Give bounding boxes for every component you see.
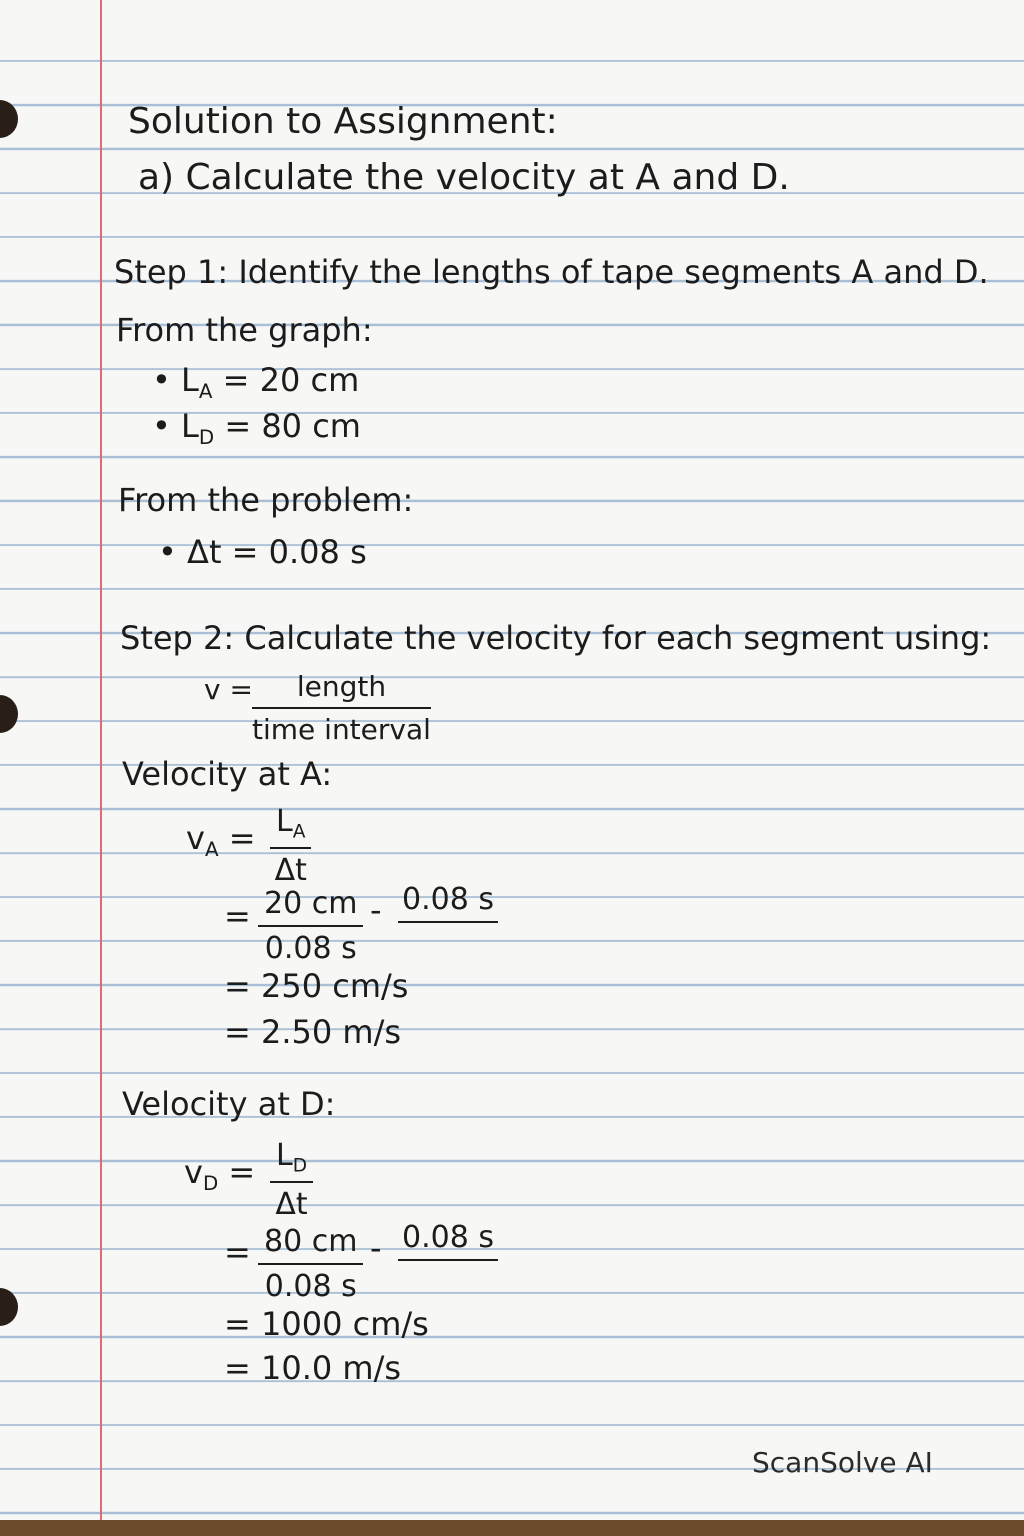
graph-label: From the graph: xyxy=(116,311,373,349)
length-a-value: = 20 cm xyxy=(222,361,360,399)
velocity-a-label: Velocity at A: xyxy=(122,755,333,793)
velocity-a-equals: = xyxy=(228,819,256,857)
velocity-a-symbol: v xyxy=(186,819,205,857)
problem-label: From the problem: xyxy=(118,481,414,519)
velocity-a-result-cms: = 250 cm/s xyxy=(224,967,409,1005)
punch-hole xyxy=(0,1288,18,1326)
velocity-d-step1-equals: = xyxy=(224,1233,251,1271)
velocity-d-step1-denominator: 0.08 s xyxy=(264,1269,357,1304)
velocity-d-result-ms: = 10.0 m/s xyxy=(224,1349,402,1387)
velocity-d-label: Velocity at D: xyxy=(122,1085,336,1123)
velocity-d-symbol: v xyxy=(184,1153,203,1191)
velocity-d-step1-extra: 0.08 s xyxy=(398,1220,498,1261)
velocity-a-step1-equals: = xyxy=(224,897,251,935)
time-interval-item xyxy=(158,533,367,571)
bullet-dot: • xyxy=(158,533,188,571)
velocity-d-num-symbol: L xyxy=(276,1138,293,1173)
velocity-a-step1-denominator: 0.08 s xyxy=(264,931,357,966)
formula-fraction xyxy=(252,670,431,746)
formula-denominator: time interval xyxy=(252,713,431,746)
velocity-d-step1-numerator: 80 cm xyxy=(258,1224,363,1265)
velocity-a-fraction xyxy=(270,804,311,888)
watermark: ScanSolve AI xyxy=(752,1446,933,1479)
question-text: a) Calculate the velocity at A and D. xyxy=(138,157,790,198)
velocity-a-step1-numerator: 20 cm xyxy=(258,886,363,927)
length-a-subscript: A xyxy=(198,379,213,403)
page-title: Solution to Assignment: xyxy=(128,101,558,142)
length-a-item xyxy=(152,361,360,403)
length-d-item xyxy=(152,407,361,449)
bullet-dot: • xyxy=(152,407,182,445)
velocity-a-step1-extra: 0.08 s xyxy=(398,882,498,923)
velocity-a-subscript: A xyxy=(204,837,219,861)
velocity-a-numerator xyxy=(270,804,311,849)
margin-line xyxy=(100,0,102,1520)
punch-hole xyxy=(0,100,18,138)
length-d-subscript: D xyxy=(198,425,215,449)
velocity-a-num-subscript: A xyxy=(292,821,306,843)
length-a-symbol: L xyxy=(181,361,199,399)
velocity-d-numerator xyxy=(270,1138,313,1183)
velocity-a-result-ms: = 2.50 m/s xyxy=(224,1013,402,1051)
velocity-d-equals: = xyxy=(228,1153,256,1191)
velocity-a-step1-fraction xyxy=(258,886,363,966)
step1-heading: Step 1: Identify the lengths of tape segments A and D. xyxy=(114,253,989,291)
velocity-a-num-symbol: L xyxy=(276,804,293,839)
velocity-d-result-cms: = 1000 cm/s xyxy=(224,1305,429,1343)
velocity-d-subscript: D xyxy=(202,1171,219,1195)
velocity-d-denominator: Δt xyxy=(275,1186,308,1222)
velocity-d-lhs xyxy=(184,1153,256,1195)
time-interval-value: Δt = 0.08 s xyxy=(187,533,367,571)
velocity-d-step1-fraction xyxy=(258,1224,363,1304)
velocity-a-lhs xyxy=(186,819,256,861)
length-d-symbol: L xyxy=(181,407,199,445)
velocity-a-denominator: Δt xyxy=(274,852,307,888)
formula-numerator: length xyxy=(252,670,431,709)
punch-hole xyxy=(0,695,18,733)
length-d-value: = 80 cm xyxy=(224,407,361,445)
bullet-dot: • xyxy=(152,361,182,399)
formula-lhs: v = xyxy=(204,673,253,706)
velocity-d-step1-minus: - xyxy=(370,1229,382,1267)
velocity-a-step1-minus: - xyxy=(370,891,382,929)
velocity-d-fraction xyxy=(270,1138,313,1222)
velocity-d-num-subscript: D xyxy=(292,1155,308,1177)
step2-heading: Step 2: Calculate the velocity for each segment using: xyxy=(120,619,992,657)
